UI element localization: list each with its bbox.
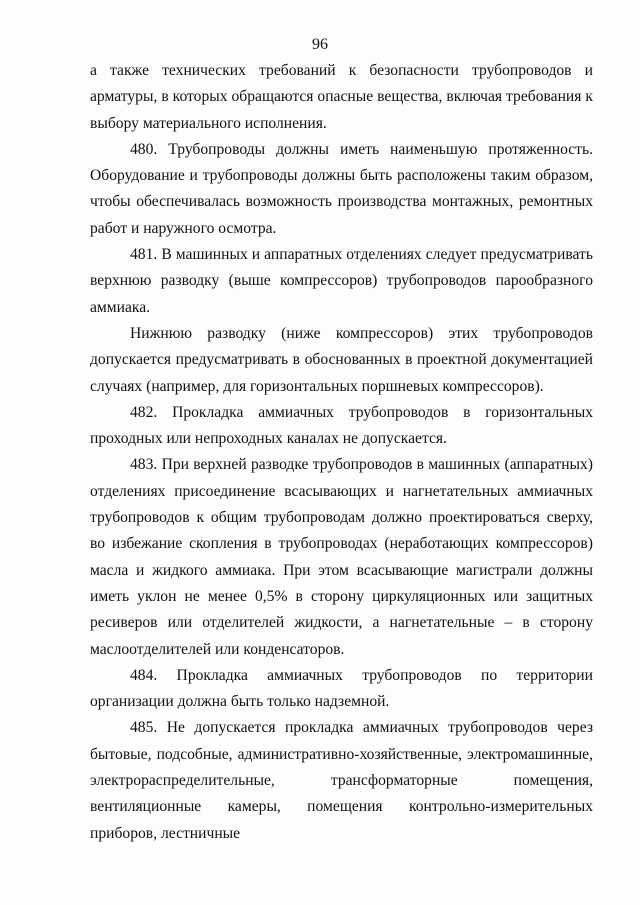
paragraph-485: 485. Не допускается прокладка аммиачных трубопроводов через бытовые, подсобные, административно-хозяйственные, электромашинные, электрораспределительные, трансформаторные помещения, вентиляционные камеры, помещения контрольно-измерительных приборов, лестничные [90,719,593,842]
paragraph-continuation: а также технических требований к безопасности трубопроводов и арматуры, в которых обращаются опасные вещества, включая требования к выбору материального исполнения. [90,62,593,132]
paragraph-483: 483. При верхней разводке трубопроводов в машинных (аппаратных) отделениях присоединение всасывающих и нагнетательных аммиачных трубопроводов к общим трубопроводам должно проектироваться сверху, во избежание скопления в трубопроводах (неработающих компрессоров) масла и жидкого аммиака. При этом всасывающие магистрали должны иметь уклон не менее 0,5% в сторону циркуляционных или защитных ресиверов или отделителей жидкости, а нагнетательные – в сторону маслоотделителей или конденсаторов. [90,456,593,658]
paragraph-480: 480. Трубопроводы должны иметь наименьшую протяженность. Оборудование и трубопроводы должны быть расположены таким образом, чтобы обеспечивалась возможность производства монтажных, ремонтных работ и наружного осмотра. [90,140,593,237]
paragraph-482: 482. Прокладка аммиачных трубопроводов в горизонтальных проходных или непроходных каналах не допускается. [90,403,593,448]
document-body [90,58,593,847]
paragraph-484: 484. Прокладка аммиачных трубопроводов по территории организации должна быть только надземной. [90,666,593,711]
paragraph-481: 481. В машинных и аппаратных отделениях следует предусматривать верхнюю разводку (выше компрессоров) трубопроводов парообразного аммиака. [90,246,593,316]
page-number: 96 [312,36,328,53]
paragraph-481-note: Нижнюю разводку (ниже компрессоров) этих трубопроводов допускается предусматривать в обоснованных в проектной документацией случаях (например, для горизонтальных поршневых компрессоров). [90,324,593,395]
